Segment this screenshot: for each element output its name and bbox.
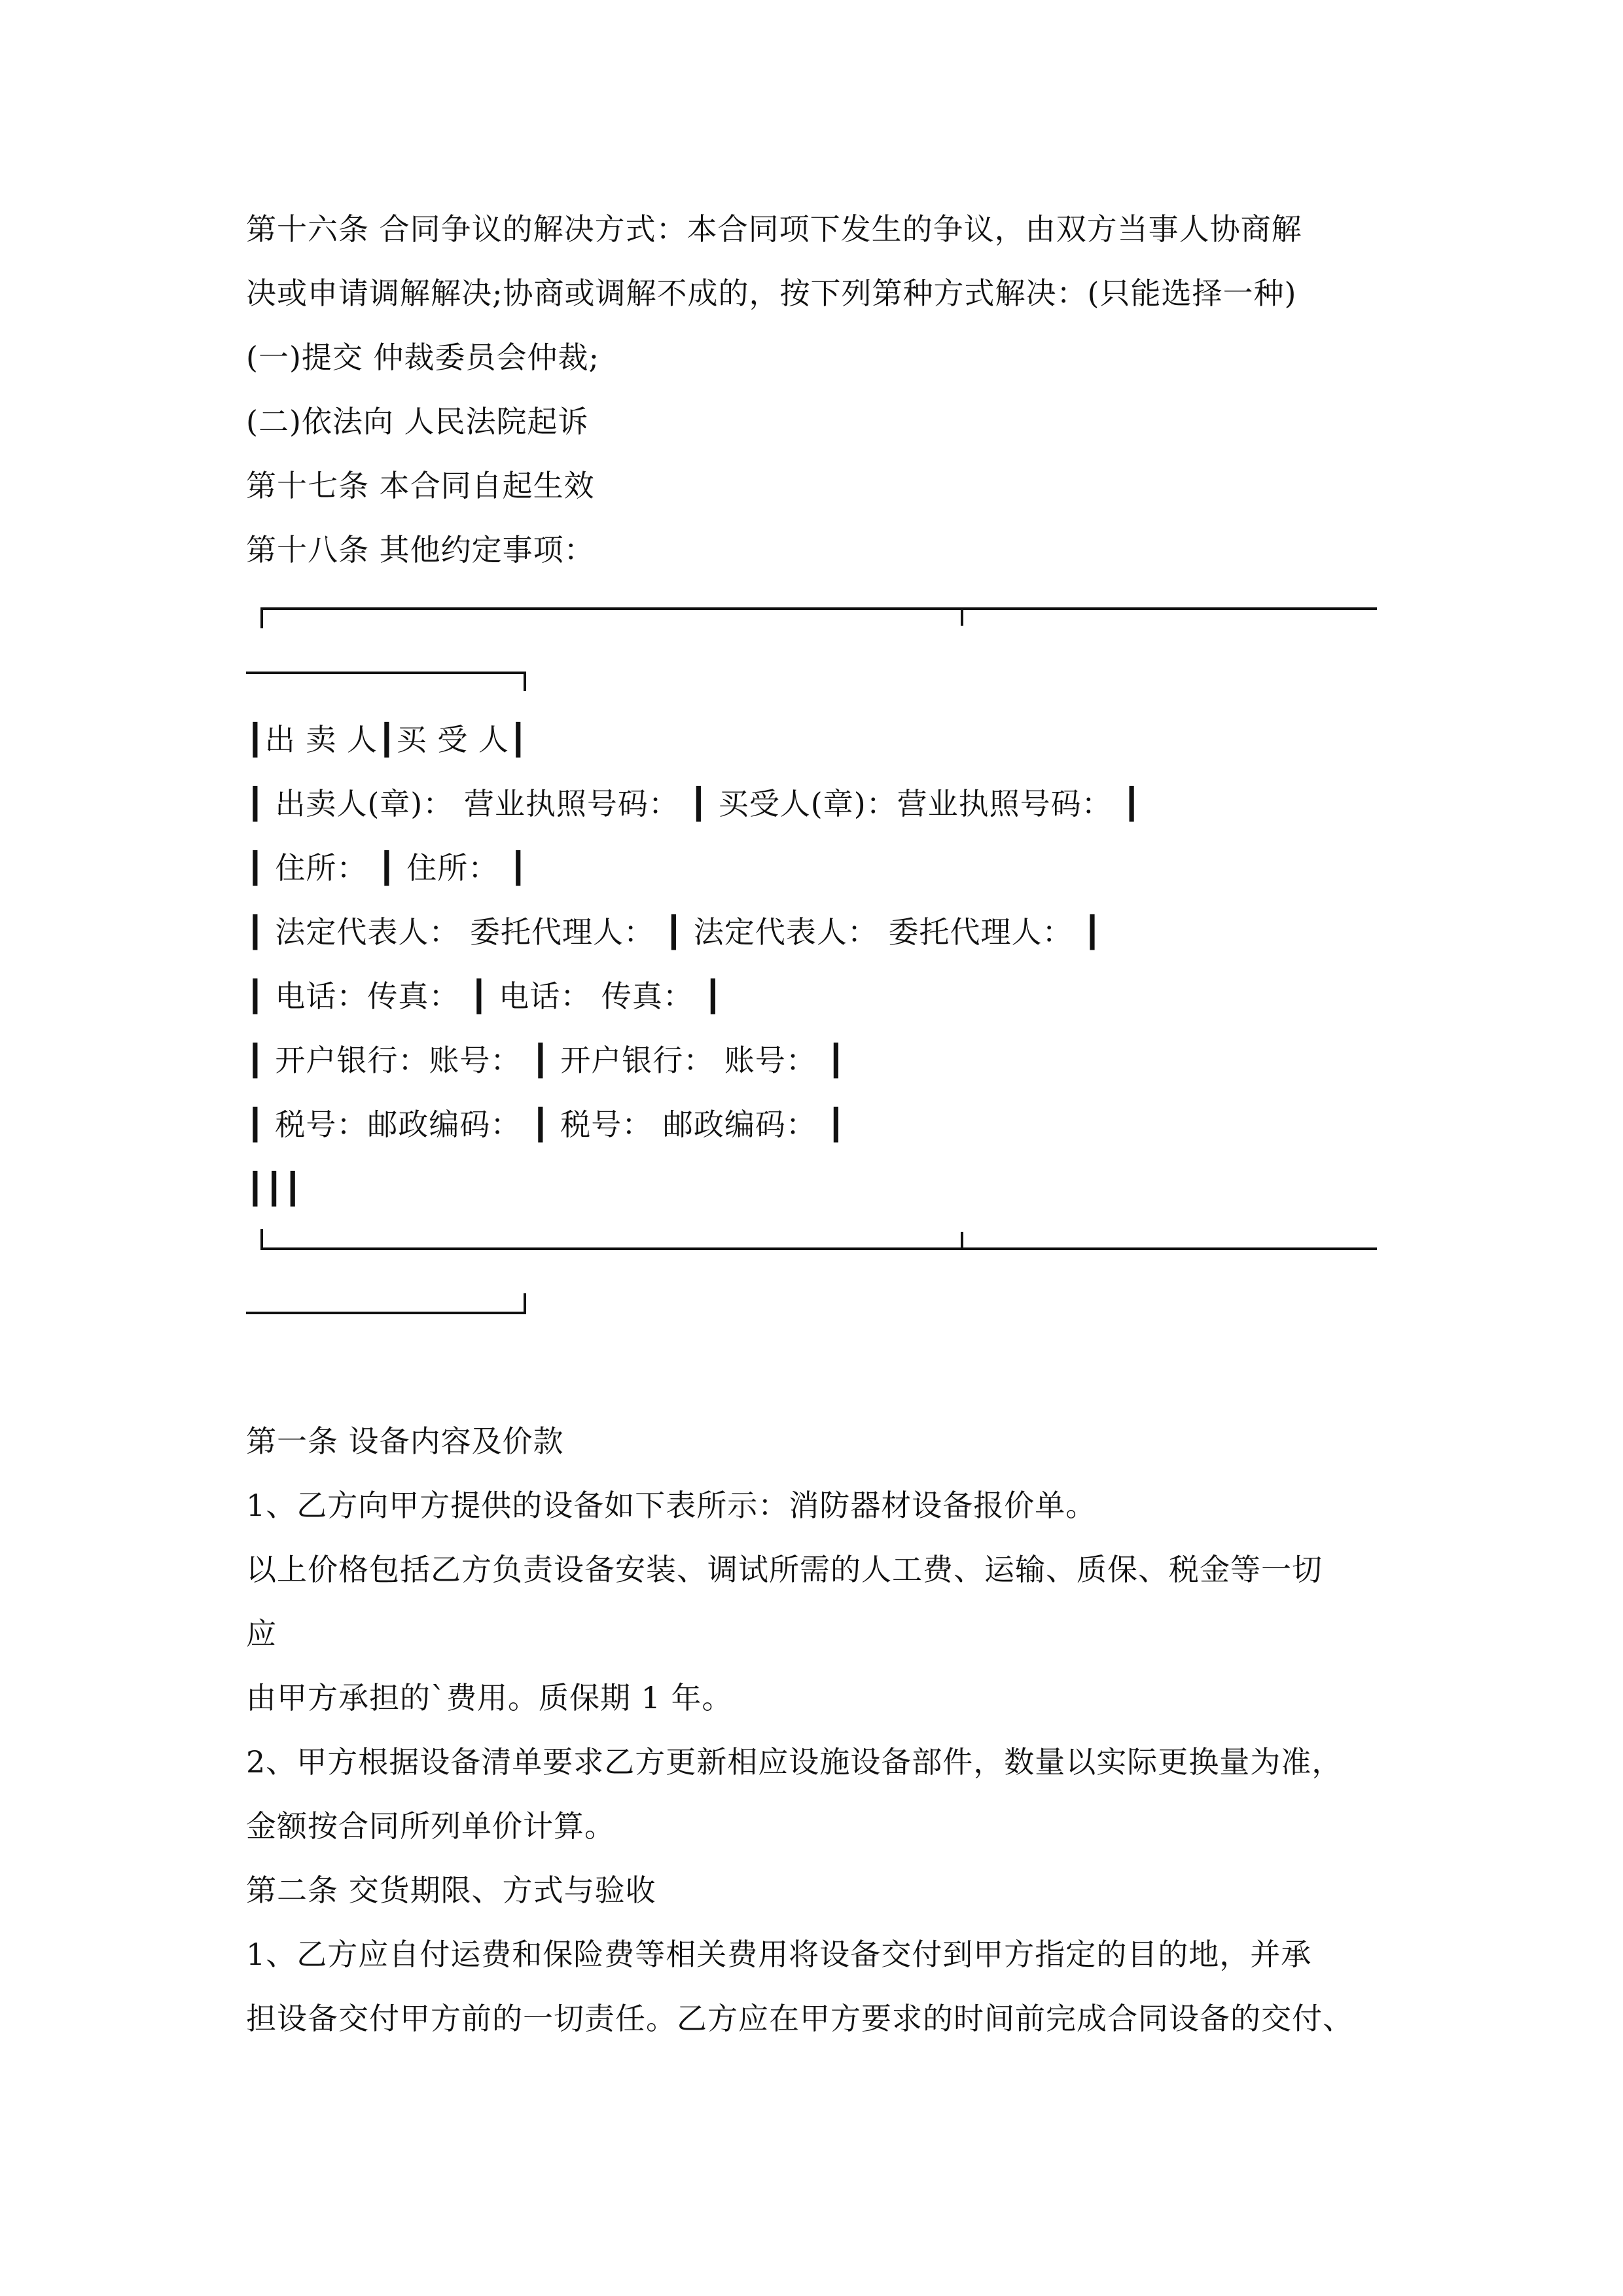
table-bottom-border-wrap [246,1312,526,1314]
article-1-item-2-line-1: 2、甲方根据设备清单要求乙方更新相应设施设备部件，数量以实际更换量为准， [246,1744,1343,1780]
article-2-heading: 第二条 交货期限、方式与验收 [246,1873,656,1908]
article-1-price-note-1: 以上价格包括乙方负责设备安装、调试所需的人工费、运输、质保、税金等一切 [246,1552,1323,1587]
option-2-line: (二)依法向 人民法院起诉 [246,404,589,439]
article-2-item-1-line-2: 担设备交付甲方前的一切责任。乙方应在甲方要求的时间前完成合同设备的交付、 [246,2001,1353,2036]
table-bottom-left-corner [260,1229,263,1249]
clause-17-line: 第十七条 本合同自起生效 [246,468,595,503]
table-top-right-corner [524,672,526,691]
table-top-mid-tick [961,609,963,626]
table-top-border [260,607,1377,610]
table-row-bank-account: ┃ 开户银行：账号： ┃ 开户银行： 账号： ┃ [246,1043,846,1078]
table-bottom-border [260,1247,1377,1250]
clause-16-line-2: 决或申请调解解决;协商或调解不成的，按下列第种方式解决：(只能选择一种) [246,276,1297,311]
article-2-item-1-line-1: 1、乙方应自付运费和保险费等相关费用将设备交付到甲方指定的目的地，并承 [246,1937,1312,1972]
table-top-border-wrap [246,672,526,674]
table-header-row: ┃出 卖 人┃买 受 人┃ [246,722,528,757]
table-row-tax-postcode: ┃ 税号：邮政编码： ┃ 税号： 邮政编码： ┃ [246,1107,846,1142]
table-row-address: ┃ 住所： ┃ 住所： ┃ [246,850,528,886]
article-1-price-note-2: 应 [246,1616,277,1651]
table-bottom-right-corner [524,1293,526,1313]
clause-18-line: 第十八条 其他约定事项： [246,532,595,567]
table-row-seal: ┃ 出卖人(章)： 营业执照号码： ┃ 买受人(章)：营业执照号码： ┃ [246,786,1141,821]
article-1-heading: 第一条 设备内容及价款 [246,1424,564,1459]
table-row-representative: ┃ 法定代表人： 委托代理人： ┃ 法定代表人： 委托代理人： ┃ [246,914,1102,950]
clause-16-line-1: 第十六条 合同争议的解决方式：本合同项下发生的争议，由双方当事人协商解 [246,211,1302,247]
article-1-item-1: 1、乙方向甲方提供的设备如下表所示：消防器材设备报价单。 [246,1488,1097,1523]
article-1-price-note-3: 由甲方承担的`费用。质保期 1 年。 [246,1680,733,1715]
table-top-left-corner [260,609,263,628]
option-1-line: (一)提交 仲裁委员会仲裁; [246,340,600,375]
article-1-item-2-line-2: 金额按合同所列单价计算。 [246,1808,615,1844]
table-row-empty: ┃┃┃ [246,1171,303,1206]
table-row-phone-fax: ┃ 电话：传真： ┃ 电话： 传真： ┃ [246,978,723,1014]
table-bottom-mid-tick [961,1232,963,1249]
